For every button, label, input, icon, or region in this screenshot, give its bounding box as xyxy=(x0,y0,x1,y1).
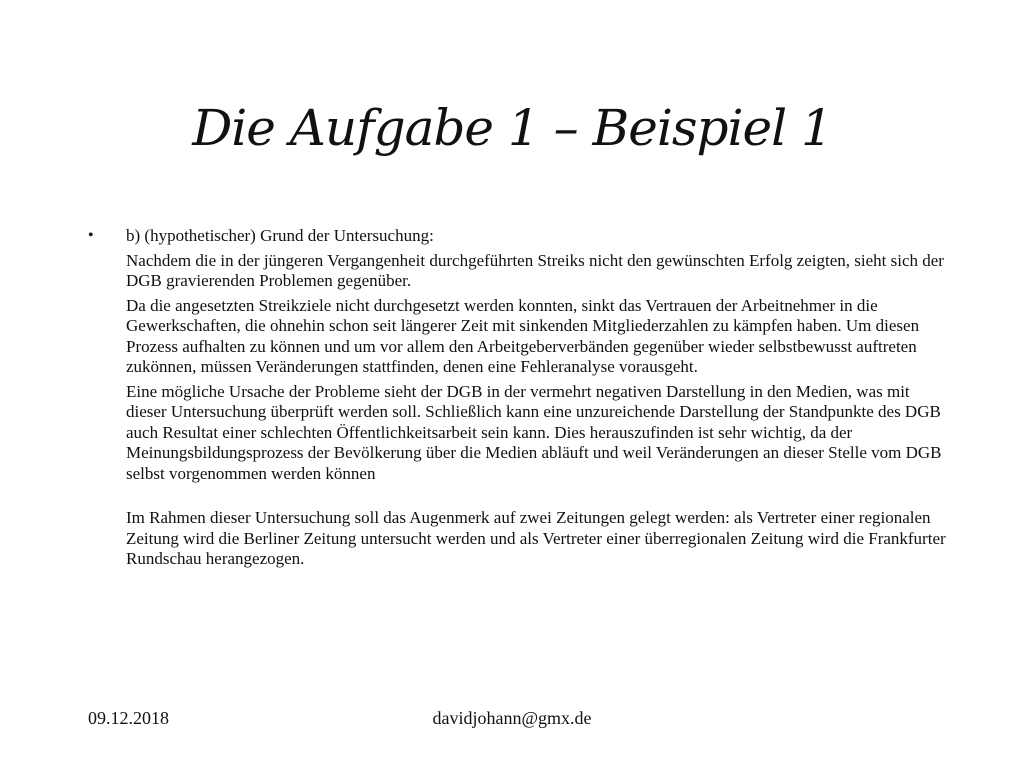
footer-email: davidjohann@gmx.de xyxy=(432,708,592,728)
bullet-item xyxy=(88,226,948,247)
bullet-heading: b) (hypothetischer) Grund der Untersuchung: xyxy=(126,226,434,245)
bullet-dot-icon: • xyxy=(88,227,94,244)
paragraph-1: Nachdem die in der jüngeren Vergangenheit durchgeführten Streiks nicht den gewünschten Erfolg zeigten, sieht sich der DGB gravierenden Problemen gegenüber. xyxy=(126,250,944,290)
slide-title: Die Aufgabe 1 – Beispiel 1 xyxy=(192,99,832,157)
paragraph-3: Eine mögliche Ursache der Probleme sieht der DGB in der vermehrt negativen Darstellung in den Medien, was mit dieser Untersuchung überprüft werden soll. Schließlich kann eine unzureichende Darstellung der Standpunkte des DGB auch Resultat einer schlechten Öffentlichkeitsarbeit sein kann. Dies herauszufinden ist sehr wichtig, da der Meinungsbildungsprozess der Bevölkerung über die Medien abläuft und weil Veränderungen an dieser Stelle vom DGB selbst vorgenommen werden können xyxy=(126,381,942,483)
footer-date: 09.12.2018 xyxy=(88,708,169,728)
paragraph-2: Da die angesetzten Streikziele nicht durchgesetzt werden konnten, sinkt das Vertrauen der Arbeitnehmer in die Gewerkschaften, die ohnehin schon seit längerer Zeit mit sinkenden Mitgliederzahlen zu kämpfen haben. Um diesen Prozess aufhalten zu können und um vor allem den Arbeitgeberverbänden gegenüber wieder selbstbewusst auftreten zukönnen, müssen Veränderungen stattfinden, denen eine Fehleranalyse vorausgeht. xyxy=(126,295,920,376)
slide-content xyxy=(88,226,948,570)
paragraph-4: Im Rahmen dieser Untersuchung soll das Augenmerk auf zwei Zeitungen gelegt werden: als Vertreter einer regionalen Zeitung wird die Berliner Zeitung untersucht werden und als Vertreter einer überregionalen Zeitung wird die Frankfurter Rundschau herangezogen. xyxy=(126,508,946,568)
